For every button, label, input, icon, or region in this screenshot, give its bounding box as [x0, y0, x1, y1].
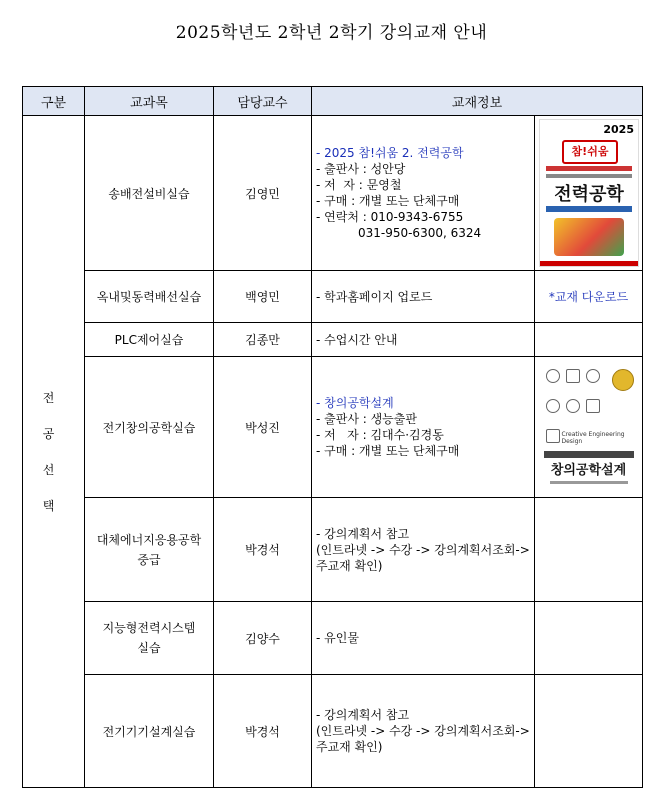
- course-name: 옥내및동력배선실습: [85, 271, 214, 323]
- book-note: - 유인물: [316, 631, 359, 645]
- cover-stripe: [546, 166, 632, 171]
- cover-title: 창의공학설계: [550, 463, 627, 478]
- book-purchase: - 구매 : 개별 또는 단체구매: [316, 194, 460, 208]
- category-line1: 전 공: [42, 390, 65, 441]
- course-name: 전기기기설계실습: [85, 675, 214, 788]
- cover-subtitle: Creative Engineering Design: [561, 431, 625, 445]
- book-info: [312, 675, 535, 788]
- header-professor: 담당교수: [214, 87, 312, 116]
- table-row: [23, 357, 643, 498]
- table-row: [23, 498, 643, 602]
- book-purchase: - 구매 : 개별 또는 단체구매: [316, 444, 460, 458]
- professor-name: 김영민: [214, 116, 312, 271]
- course-name-line2: 중급: [137, 552, 161, 567]
- phone-icon: [586, 369, 600, 383]
- book-note: - 수업시간 안내: [316, 332, 398, 347]
- cover-year: 2025: [603, 123, 634, 136]
- professor-name: 김종만: [214, 323, 312, 357]
- course-name-line1: 지능형전력시스템: [102, 621, 196, 635]
- book-title: - 창의공학설계: [316, 396, 394, 410]
- book-note-2: (인트라넷 -> 수강 -> 강의계획서조회->: [316, 724, 530, 738]
- book-author: - 저 자 : 김대수·김경동: [316, 428, 444, 442]
- book-title: - 2025 참!쉬움 2. 전력공학: [316, 146, 464, 160]
- table-row: [23, 675, 643, 788]
- empty-cell: [535, 323, 643, 357]
- cover-brand: 참!쉬움: [562, 140, 618, 164]
- empty-cell: [535, 498, 643, 602]
- textbook-table: [22, 86, 643, 788]
- category-cell: [23, 116, 85, 788]
- header-course: 교과목: [85, 87, 214, 116]
- book-contact: - 연락처 : 010-9343-6755: [316, 210, 464, 224]
- table-row: [23, 323, 643, 357]
- cover-footer-bar: [550, 481, 628, 484]
- cover-artwork: [554, 218, 624, 256]
- header-row: [23, 87, 643, 116]
- empty-cell: [535, 675, 643, 788]
- lightbulb-icon: [546, 369, 560, 383]
- book-info: [312, 271, 535, 323]
- book-author: - 저 자 : 문영철: [316, 178, 402, 192]
- tools-icon: [586, 399, 600, 413]
- cover-bottom-bar: [540, 261, 638, 266]
- professor-name: 박경석: [214, 498, 312, 602]
- book-note-3: 주교재 확인): [316, 740, 383, 754]
- course-name-line2: 실습: [137, 641, 161, 655]
- idea-icon: [546, 399, 560, 413]
- seal-icon: [612, 369, 634, 391]
- table-row: [23, 271, 643, 323]
- book-note-2: (인트라넷 -> 수강 -> 강의계획서조회->: [316, 542, 530, 557]
- book-cover-image: [539, 119, 639, 267]
- cover-band: [544, 451, 634, 458]
- book-note: - 강의계획서 참고: [316, 526, 410, 541]
- book-info: [312, 116, 535, 271]
- empty-cell: [535, 602, 643, 675]
- professor-name: 박경석: [214, 675, 312, 788]
- course-name: [85, 602, 214, 675]
- table-row: [23, 602, 643, 675]
- book-info: [312, 323, 535, 357]
- book-cover-image: [540, 363, 638, 491]
- category-line2: 선 택: [42, 462, 65, 513]
- book-note-3: 주교재 확인): [316, 558, 383, 573]
- course-name: PLC제어실습: [85, 323, 214, 357]
- book-cover-cell: [535, 357, 643, 498]
- professor-name: 김양수: [214, 602, 312, 675]
- course-name: [85, 498, 214, 602]
- book-info: [312, 498, 535, 602]
- download-cell: [535, 271, 643, 323]
- book-note: - 강의계획서 참고: [316, 708, 410, 722]
- page-title: 2025학년도 2학년 2학기 강의교재 안내: [175, 23, 488, 43]
- book-cover-cell: [535, 116, 643, 271]
- course-name: 송배전설비실습: [85, 116, 214, 271]
- book-note: - 학과홈페이지 업로드: [316, 289, 433, 304]
- cover-stripe-2: [546, 174, 632, 178]
- textbook-download-link[interactable]: *교재 다운로드: [548, 290, 629, 304]
- book-publisher: - 출판사 : 성안당: [316, 162, 406, 176]
- header-info: 교재정보: [312, 87, 643, 116]
- course-name: 전기창의공학실습: [85, 357, 214, 498]
- professor-name: 백영민: [214, 271, 312, 323]
- book-icon: [546, 429, 560, 443]
- professor-name: 박성진: [214, 357, 312, 498]
- header-category: 구분: [23, 87, 85, 116]
- book-publisher: - 출판사 : 생능출판: [316, 412, 417, 426]
- gear-icon: [566, 369, 580, 383]
- course-name-line1: 대체에너지응용공학: [96, 532, 202, 547]
- book-info: [312, 602, 535, 675]
- book-info: [312, 357, 535, 498]
- table-row: [23, 116, 643, 271]
- book-contact-2: 031-950-6300, 6324: [316, 226, 482, 240]
- cover-title: 전력공학: [554, 184, 624, 205]
- cover-band: [546, 206, 632, 212]
- gear-icon: [566, 399, 580, 413]
